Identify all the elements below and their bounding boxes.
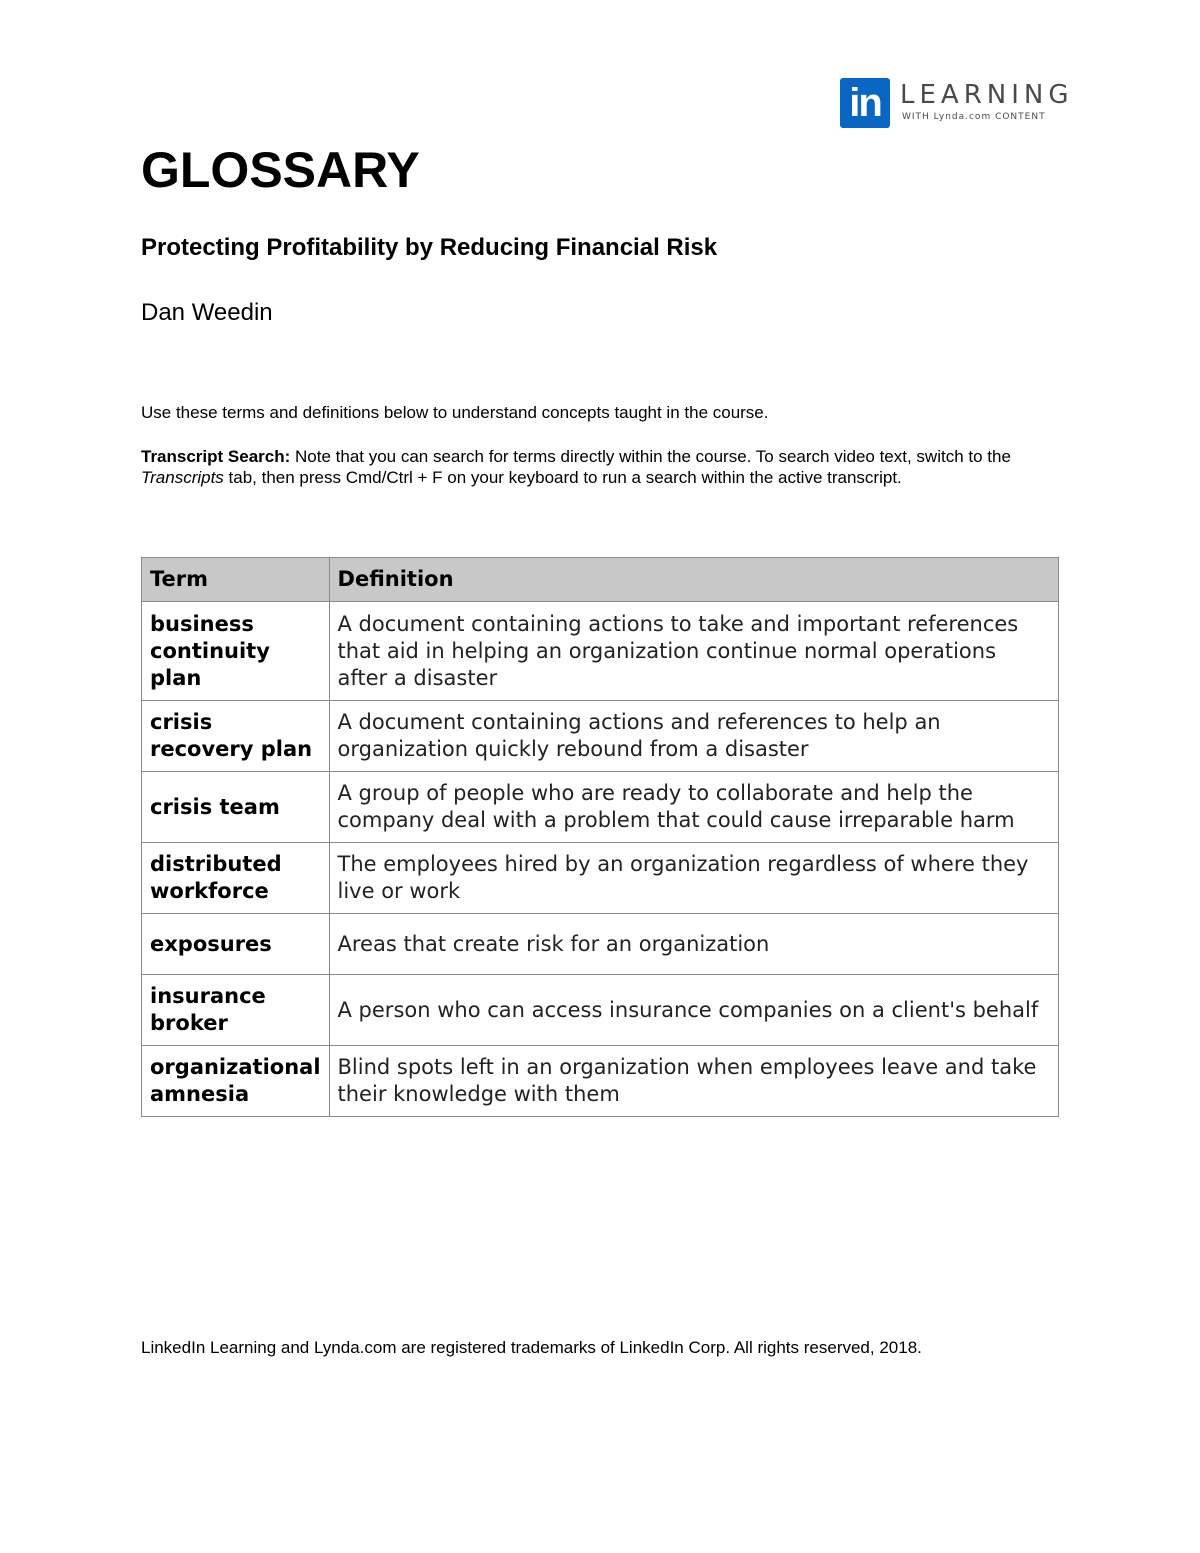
term-column-header: Term <box>142 558 330 602</box>
linkedin-in-icon: in <box>840 78 890 128</box>
author-name: Dan Weedin <box>141 299 273 326</box>
course-title: Protecting Profitability by Reducing Financial Risk <box>141 234 718 261</box>
term-cell: exposures <box>142 914 330 975</box>
definition-cell: A group of people who are ready to collaborate and help the company deal with a problem that could cause irreparable harm <box>329 772 1058 843</box>
definition-cell: A person who can access insurance companies on a client's behalf <box>329 975 1058 1046</box>
table-row <box>142 975 1059 1046</box>
term-cell: crisis recovery plan <box>142 701 330 772</box>
term-cell: insurance broker <box>142 975 330 1046</box>
transcripts-tab-name: Transcripts <box>141 468 224 487</box>
transcript-search-label: Transcript Search: <box>141 447 291 466</box>
definition-cell: Areas that create risk for an organization <box>329 914 1058 975</box>
definition-cell: A document containing actions and references to help an organization quickly rebound from a disaster <box>329 701 1058 772</box>
linkedin-learning-logo <box>840 78 1074 130</box>
table-row <box>142 701 1059 772</box>
definition-cell: A document containing actions to take and important references that aid in helping an organization continue normal operations after a disaster <box>329 602 1058 701</box>
table-header-row <box>142 558 1059 602</box>
intro-text: Use these terms and definitions below to understand concepts taught in the course. <box>141 403 769 422</box>
glossary-table <box>141 557 1059 1117</box>
table-row <box>142 772 1059 843</box>
definition-cell: Blind spots left in an organization when employees leave and take their knowledge with them <box>329 1046 1058 1117</box>
definition-cell: The employees hired by an organization regardless of where they live or work <box>329 843 1058 914</box>
definition-column-header: Definition <box>329 558 1058 602</box>
transcript-search-note <box>141 446 1059 488</box>
transcript-note-text-before: Note that you can search for terms directly within the course. To search video text, switch to the <box>290 447 1011 466</box>
page-title: GLOSSARY <box>141 142 420 198</box>
trademark-footer: LinkedIn Learning and Lynda.com are registered trademarks of LinkedIn Corp. All rights reserved, 2018. <box>141 1338 922 1357</box>
table-row <box>142 914 1059 975</box>
table-row <box>142 1046 1059 1117</box>
term-cell: business continuity plan <box>142 602 330 701</box>
table-row <box>142 843 1059 914</box>
transcript-note-text-after: tab, then press Cmd/Ctrl + F on your keyboard to run a search within the active transcript. <box>223 468 902 487</box>
logo-subtitle: WITH Lynda.com CONTENT <box>902 112 1046 122</box>
logo-wordmark: LEARNING <box>900 80 1074 110</box>
table-row <box>142 602 1059 701</box>
term-cell: organizational amnesia <box>142 1046 330 1117</box>
term-cell: crisis team <box>142 772 330 843</box>
term-cell: distributed workforce <box>142 843 330 914</box>
